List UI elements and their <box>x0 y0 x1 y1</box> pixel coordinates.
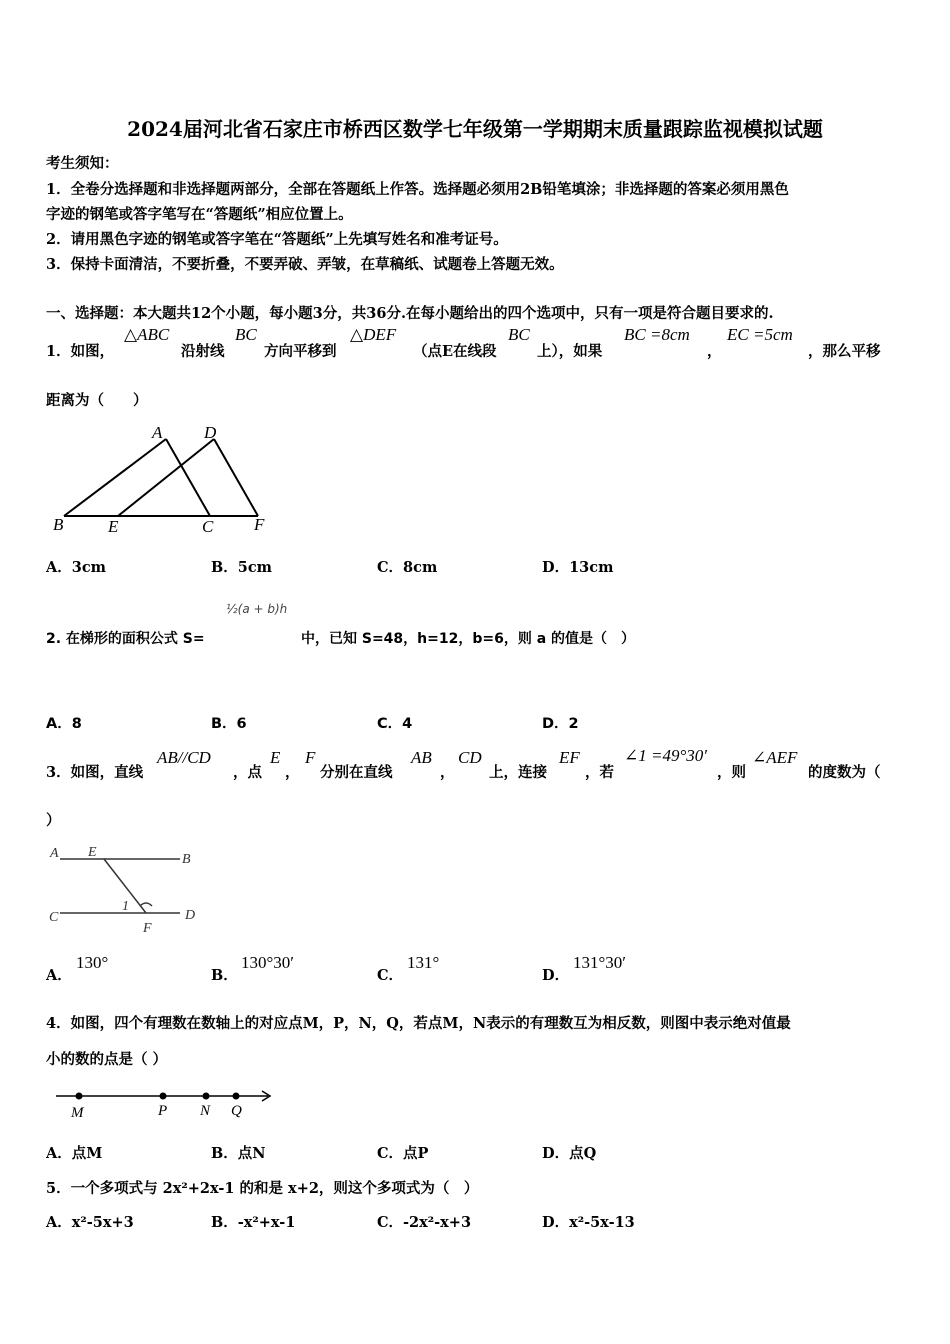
fig3-label-a: A <box>50 846 59 861</box>
q4-option-b[interactable]: B．点N <box>211 1145 266 1162</box>
q3-math-ab: AB <box>411 748 432 767</box>
q1-math-triangle-abc: △ABC <box>124 325 170 344</box>
fig1-label-e: E <box>108 517 119 536</box>
q3-text-1: 3．如图，直线 <box>46 764 144 781</box>
q3-text-3: ， <box>285 764 300 781</box>
q3-option-a-letter[interactable]: A． <box>46 967 72 984</box>
fig3-label-f: F <box>143 921 152 936</box>
q3-option-b-letter[interactable]: B． <box>211 967 238 984</box>
q3-option-b-value[interactable]: 130°30′ <box>241 953 295 972</box>
q2-text-1: 2. 在梯形的面积公式 S= <box>46 631 205 647</box>
q2-option-a[interactable]: A．8 <box>46 716 82 732</box>
fig3-label-1: 1 <box>122 899 129 914</box>
fig4-label-n: N <box>200 1103 211 1119</box>
q3-text-6: 上，连接 <box>489 764 547 781</box>
q1-option-c[interactable]: C．8cm <box>377 559 438 576</box>
q3-text-2: ，点 <box>233 764 262 781</box>
q4-text-line-1: 4．如图，四个有理数在数轴上的对应点M，P，N，Q，若点M，N表示的有理数互为相反数，则图中表示绝对值最 <box>46 1015 791 1032</box>
q1-text-line-2: 距离为（ ） <box>46 392 148 409</box>
q1-math-bc: BC <box>235 325 257 344</box>
q4-option-a[interactable]: A．点M <box>46 1145 103 1162</box>
q5-text: 5．一个多项式与 2x²+2x-1 的和是 x+2，则这个多项式为（ ） <box>46 1180 479 1197</box>
fig4-label-m: M <box>71 1105 84 1121</box>
q2-option-d[interactable]: D．2 <box>542 716 579 732</box>
q3-text-7: ，若 <box>585 764 614 781</box>
q3-option-c-letter[interactable]: C． <box>377 967 404 984</box>
fig3-label-b: B <box>182 852 191 867</box>
fig4-label-q: Q <box>231 1103 242 1119</box>
q1-text-3: 方向平移到 <box>264 343 337 360</box>
q3-math-ab-parallel-cd: AB//CD <box>157 748 211 767</box>
q2-option-c[interactable]: C．4 <box>377 716 413 732</box>
q1-text-5: 上），如果 <box>537 343 603 360</box>
q3-math-angle-1: ∠1 =49°30′ <box>624 746 707 765</box>
q4-option-d[interactable]: D．点Q <box>542 1145 597 1162</box>
q2-option-b[interactable]: B．6 <box>211 716 247 732</box>
fig1-label-d: D <box>204 423 217 442</box>
fig4-label-p: P <box>158 1103 168 1119</box>
q1-text-7: ，那么平移 <box>808 343 881 360</box>
q1-math-ec-length: EC =5cm <box>727 325 793 344</box>
fig1-label-b: B <box>53 515 64 534</box>
q1-text-2: 沿射线 <box>181 343 225 360</box>
q4-number-line <box>52 1085 278 1121</box>
q3-text-4: 分别在直线 <box>320 764 393 781</box>
fig1-label-f: F <box>254 515 265 534</box>
notice-heading: 考生须知： <box>46 155 119 172</box>
q1-figure <box>48 422 278 538</box>
q3-math-f: F <box>305 748 316 767</box>
fig4-point-p <box>160 1093 167 1100</box>
fig3-label-d: D <box>185 908 196 923</box>
q3-figure <box>46 840 206 936</box>
q4-option-c[interactable]: C．点P <box>377 1145 429 1162</box>
q1-math-triangle-def: △DEF <box>350 325 397 344</box>
q3-math-e: E <box>270 748 281 767</box>
q5-option-d[interactable]: D．x²-5x-13 <box>542 1214 635 1231</box>
notice-line-1: 1．全卷分选择题和非选择题两部分，全部在答题纸上作答。选择题必须用2B铅笔填涂；非选择题的答案必须用黑色 <box>46 181 789 198</box>
q3-math-cd: CD <box>458 748 482 767</box>
q3-math-angle-aef: ∠AEF <box>752 748 798 767</box>
fig1-line-ba <box>64 439 166 516</box>
fig1-line-ac <box>166 439 210 516</box>
q5-option-c[interactable]: C．-2x²-x+3 <box>377 1214 472 1231</box>
q1-option-b[interactable]: B．5cm <box>211 559 273 576</box>
fig3-label-e: E <box>88 845 97 860</box>
q3-text-9: 的度数为（ <box>808 764 881 781</box>
q1-math-bc-length: BC =8cm <box>624 325 690 344</box>
fig1-label-a: A <box>152 423 163 442</box>
q3-text-8: ，则 <box>717 764 746 781</box>
q5-option-a[interactable]: A．x²-5x+3 <box>46 1214 134 1231</box>
q1-option-a[interactable]: A．3cm <box>46 559 107 576</box>
q4-text-line-2: 小的数的点是（ ） <box>46 1051 168 1068</box>
q3-option-c-value[interactable]: 131° <box>407 953 440 972</box>
notice-line-3: 3．保持卡面清洁，不要折叠，不要弄破、弄皱，在草稿纸、试题卷上答题无效。 <box>46 256 564 273</box>
q3-option-a-value[interactable]: 130° <box>76 953 109 972</box>
fig1-line-df <box>214 439 258 516</box>
fig4-point-m <box>76 1093 83 1100</box>
fig3-angle-arc <box>140 903 152 906</box>
notice-line-1-cont: 字迹的钢笔或答字笔写在“答题纸”相应位置上。 <box>46 206 353 223</box>
section-heading: 一、选择题：本大题共12个小题，每小题3分，共36分.在每小题给出的四个选项中，只有一项是符合题目要求的. <box>46 305 774 322</box>
q1-text-4: （点E在线段 <box>413 343 497 360</box>
fig3-label-c: C <box>49 910 59 925</box>
fig4-point-n <box>203 1093 210 1100</box>
q1-text-1: 1．如图， <box>46 343 115 360</box>
q2-formula: ½(a + b)h <box>226 602 288 616</box>
q1-text-6: ， <box>707 343 722 360</box>
q2-text-2: 中，已知 S=48，h=12，b=6，则 a 的值是（ ） <box>301 631 636 647</box>
q1-option-d[interactable]: D．13cm <box>542 559 614 576</box>
q3-text-5: ， <box>440 764 455 781</box>
q3-math-ef: EF <box>559 748 580 767</box>
page-title: 2024届河北省石家庄市桥西区数学七年级第一学期期末质量跟踪监视模拟试题 <box>127 117 823 141</box>
q1-math-bc-2: BC <box>508 325 530 344</box>
fig4-point-q <box>233 1093 240 1100</box>
notice-line-2: 2．请用黑色字迹的钢笔或答字笔在“答题纸”上先填写姓名和准考证号。 <box>46 231 508 248</box>
q3-text-line-2: ） <box>46 812 61 829</box>
q3-option-d-letter[interactable]: D． <box>542 967 570 984</box>
fig1-label-c: C <box>202 517 214 536</box>
q3-option-d-value[interactable]: 131°30′ <box>573 953 627 972</box>
q5-option-b[interactable]: B．-x²+x-1 <box>211 1214 296 1231</box>
fig1-line-ed <box>118 439 214 516</box>
